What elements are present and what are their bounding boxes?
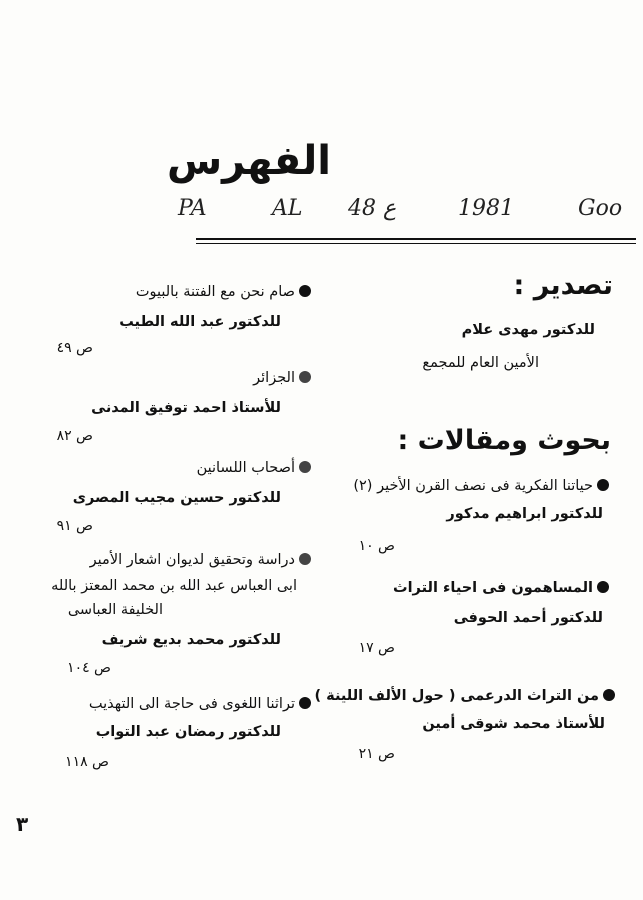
bullet-icon [299,553,311,565]
entry-title-line2: ابى العباس عبد الله بن محمد المعتز بالله [51,578,297,594]
entry-title: تراثنا اللغوى فى حاجة الى التهذيب [89,696,311,712]
entry-title: أصحاب اللسانين [197,460,311,476]
bullet-icon [299,371,311,383]
catalog-mark-4: 1981 [458,196,514,221]
bullet-icon [299,697,311,709]
preface-author: للدكتور مهدى علام [461,322,595,338]
entry-author: للدكتور عبد الله الطيب [119,314,281,330]
page-title: الفهرس [166,138,331,184]
header-rule-bottom [196,243,636,244]
entry-title: الجزائر [253,370,311,386]
entry-title: حياتنا الفكرية فى نصف القرن الأخير (٢) [353,478,609,494]
entry-title: صام نحن مع الفتنة بالبيوت [136,284,311,300]
entry-author: للدكتور رمضان عبد التواب [95,724,281,740]
catalog-mark-3: ع 48 [348,196,397,221]
preface-heading: تصدير : [513,270,613,301]
entry-title: من التراث الدرعمى ( حول الألف اللينة ) [314,688,615,704]
entry-author: للدكتور محمد بديع شريف [101,632,281,648]
entry-page: ص ١٧ [358,640,395,656]
bullet-icon [299,285,311,297]
catalog-mark-1: PA [178,196,207,221]
catalog-mark-2: AL [272,196,303,221]
entry-page: ص ١٠ [358,538,395,554]
entry-title: دراسة وتحقيق لديوان اشعار الأمير [90,552,311,568]
bullet-icon [299,461,311,473]
entry-page: ص ٢١ [358,746,395,762]
entry-page: ص ٨٢ [56,428,93,444]
entry-author: للأستاذ محمد شوقى أمين [422,716,605,732]
entry-author: للدكتور ابراهيم مدكور [446,506,603,522]
entry-page: ص ٩١ [56,518,93,534]
catalog-mark-5: Goo [578,196,623,221]
entry-title: المساهمون فى احياء التراث [393,580,609,596]
entry-author: للأستاذ احمد توفيق المدنى [91,400,281,416]
entry-page: ص ١٠٤ [67,660,111,676]
entry-page: ص ١١٨ [65,754,109,770]
header-rule-top [196,238,636,240]
research-heading: بحوث ومقالات : [397,425,611,456]
bullet-icon [603,689,615,701]
entry-author: للدكتور حسين مجيب المصرى [72,490,281,506]
entry-page: ص ٤٩ [56,340,93,356]
entry-author: للدكتور أحمد الحوفى [453,610,603,626]
page-number: ٣ [16,812,29,836]
entry-title-line3: الخليفة العباسى [67,602,163,618]
bullet-icon [597,479,609,491]
preface-role: الأمين العام للمجمع [422,355,539,371]
bullet-icon [597,581,609,593]
